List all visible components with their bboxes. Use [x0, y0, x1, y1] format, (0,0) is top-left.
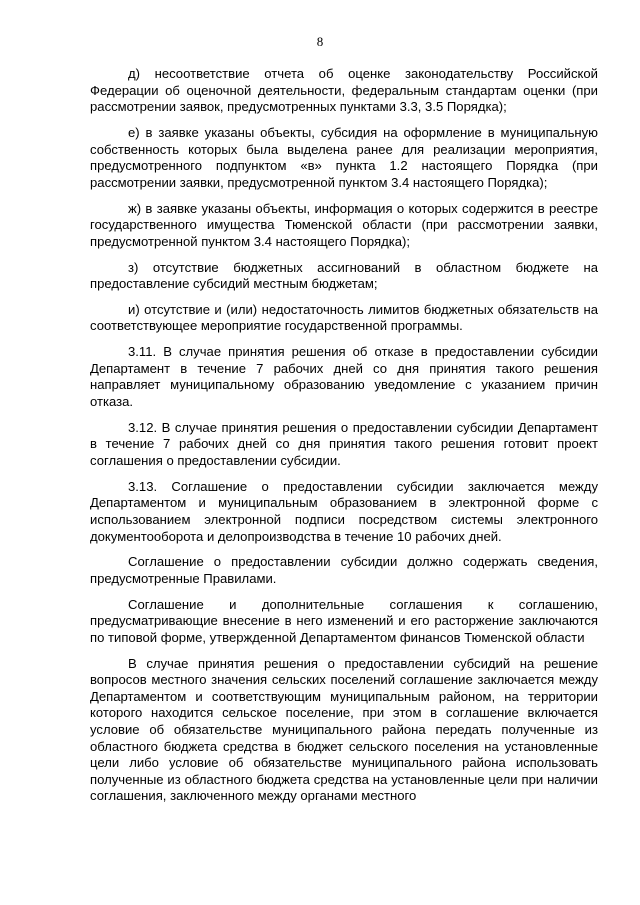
paragraph-3-11: 3.11. В случае принятия решения об отказе в предоставлении субсидии Департамент в течение 7 рабочих дней со дня принятия такого решения направляет муниципальному образованию уведомление с указанием причин отказа. — [90, 344, 598, 410]
paragraph-agreement-form: Соглашение и дополнительные соглашения к соглашению, предусматривающие внесение в него изменений и его расторжение заключаются по типовой форме, утвержденной Департаментом финансов Тюменской области — [90, 596, 598, 645]
paragraph-rural-settlements: В случае принятия решения о предоставлении субсидий на решение вопросов местного значения сельских поселений соглашение заключается между Департаментом и соответствующим муниципальным районом, на территории которого находится сельское поселение, при этом в соглашение включается условие об обязательстве муниципального района передать полученные из областного бюджета средства в бюджет сельского поселения на установленные цели либо условие об обязательстве муниципального района использовать полученные из областного бюджета средства на установленные цели при наличии соглашения, заключенного между органами местного — [90, 655, 598, 804]
paragraph-z: з) отсутствие бюджетных ассигнований в областном бюджете на предоставление субсидий местным бюджетам; — [90, 259, 598, 292]
document-body — [90, 66, 598, 814]
paragraph-3-12: 3.12. В случае принятия решения о предоставлении субсидии Департамент в течение 7 рабочих дней со дня принятия такого решения готовит проект соглашения о предоставлении субсидии. — [90, 419, 598, 468]
paragraph-i: и) отсутствие и (или) недостаточность лимитов бюджетных обязательств на соответствующее мероприятие государственной программы. — [90, 301, 598, 334]
paragraph-e: е) в заявке указаны объекты, субсидия на оформление в муниципальную собственность которых была выделена ранее для реализации мероприятия, предусмотренного подпунктом «в» пункта 1.2 настоящего Порядка (при рассмотрении заявки, предусмотренной пунктом 3.4 настоящего Порядка); — [90, 124, 598, 190]
page-number: 8 — [316, 34, 324, 49]
paragraph-agreement-content: Соглашение о предоставлении субсидии должно содержать сведения, предусмотренные Правилами. — [90, 554, 598, 586]
paragraph-zh: ж) в заявке указаны объекты, информация о которых содержится в реестре государственного имущества Тюменской области (при рассмотрении заявки, предусмотренной пунктом 3.4 настоящего Порядка); — [90, 200, 598, 249]
paragraph-3-13: 3.13. Соглашение о предоставлении субсидии заключается между Департаментом и муниципальным образованием в электронной форме с использованием электронной подписи посредством системы электронного документооборота и делопроизводства в течение 10 рабочих дней. — [90, 478, 598, 544]
paragraph-d: д) несоответствие отчета об оценке законодательству Российской Федерации об оценочной деятельности, федеральным стандартам оценки (при рассмотрении заявок, предусмотренных пунктами 3.3, 3.5 Порядка); — [90, 66, 598, 115]
